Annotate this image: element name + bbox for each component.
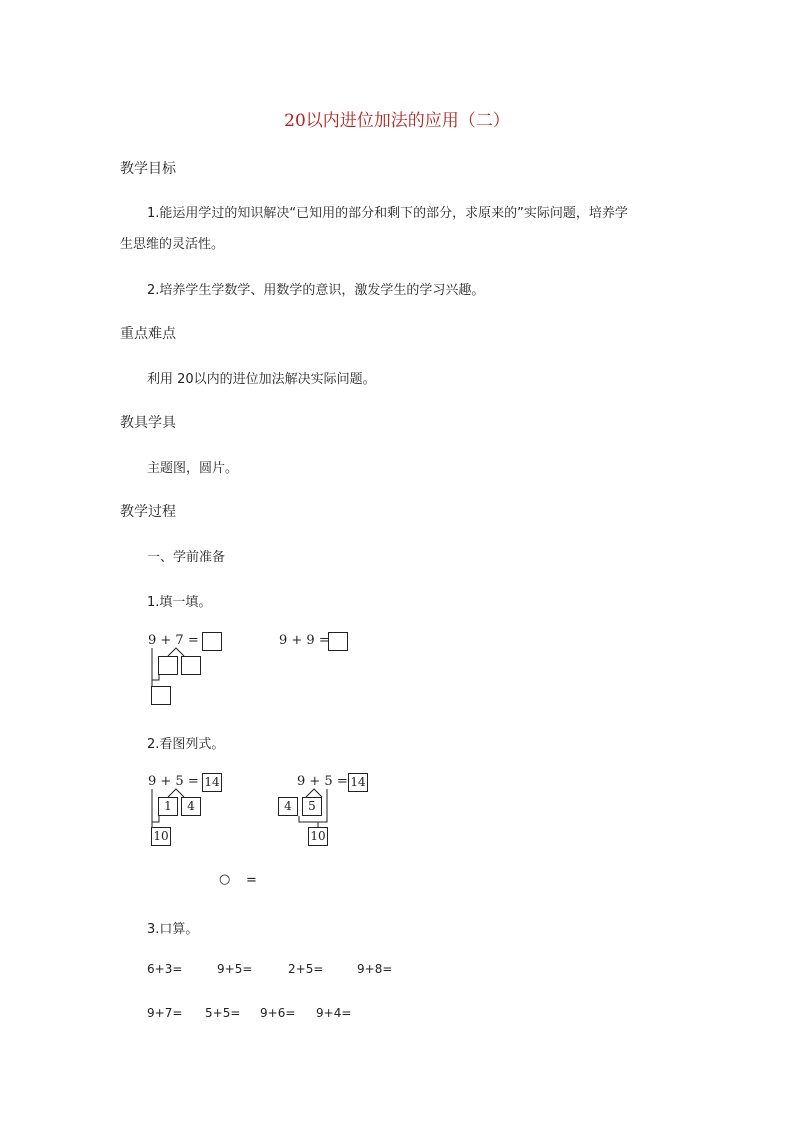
right-split-box-b: 5 [302, 797, 322, 816]
connector-pic-left-bottom [152, 816, 159, 822]
goals-heading: 教学目标 [120, 161, 176, 177]
page-title: 20以内进位加法的应用（二） [284, 111, 510, 131]
left-result-box: 14 [202, 773, 222, 792]
right-result-box: 14 [348, 773, 368, 792]
connector-fill-left [152, 648, 159, 680]
oral-item: 9+6= [260, 1006, 296, 1020]
connector-pic-right-top [306, 789, 322, 797]
equals-sign: = [246, 873, 257, 888]
oral-item: 9+8= [357, 962, 393, 976]
tools-text: 主题图，圆片。 [147, 461, 239, 476]
oral-item: 6+3= [147, 962, 183, 976]
right-split-box-a: 4 [278, 797, 298, 816]
goal-1-line-1: 1.能运用学过的知识解决“已知用的部分和剩下的部分，求原来的”实际问题，培养学 [147, 206, 628, 221]
tools-heading: 教具学具 [120, 415, 176, 431]
oral-item: 5+5= [205, 1006, 241, 1020]
question-1: 1.填一填。 [147, 595, 212, 610]
connector-pic-left-top [168, 789, 184, 797]
process-heading: 教学过程 [120, 504, 176, 520]
fill-equation-right: 9 + 9 = [279, 633, 330, 648]
picture-equation-right: 9 + 5 = [297, 774, 348, 789]
compare-circle[interactable]: ○ [219, 872, 231, 887]
oral-item: 2+5= [288, 962, 324, 976]
connector-fill-top [168, 648, 184, 656]
key-text: 利用 20以内的进位加法解决实际问题。 [147, 372, 376, 387]
oral-item: 9+7= [147, 1006, 183, 1020]
fill-equation-left: 9 + 7 = [148, 633, 199, 648]
key-heading: 重点难点 [120, 326, 176, 342]
goal-2: 2.培养学生学数学、用数学的意识，激发学生的学习兴趣。 [147, 283, 485, 298]
question-3: 3.口算。 [147, 922, 199, 937]
left-ten-box: 10 [151, 827, 171, 846]
picture-equation-left: 9 + 5 = [148, 774, 199, 789]
right-ten-box: 10 [308, 827, 328, 846]
left-split-box-a: 1 [158, 797, 178, 816]
oral-item: 9+5= [217, 962, 253, 976]
step-1: 一、学前准备 [147, 550, 226, 565]
left-split-box-b: 4 [181, 797, 201, 816]
oral-item: 9+4= [316, 1006, 352, 1020]
connector-pic-right-bottom [299, 789, 327, 822]
goal-1-line-2: 生思维的灵活性。 [120, 237, 225, 252]
question-2: 2.看图列式。 [147, 737, 225, 752]
